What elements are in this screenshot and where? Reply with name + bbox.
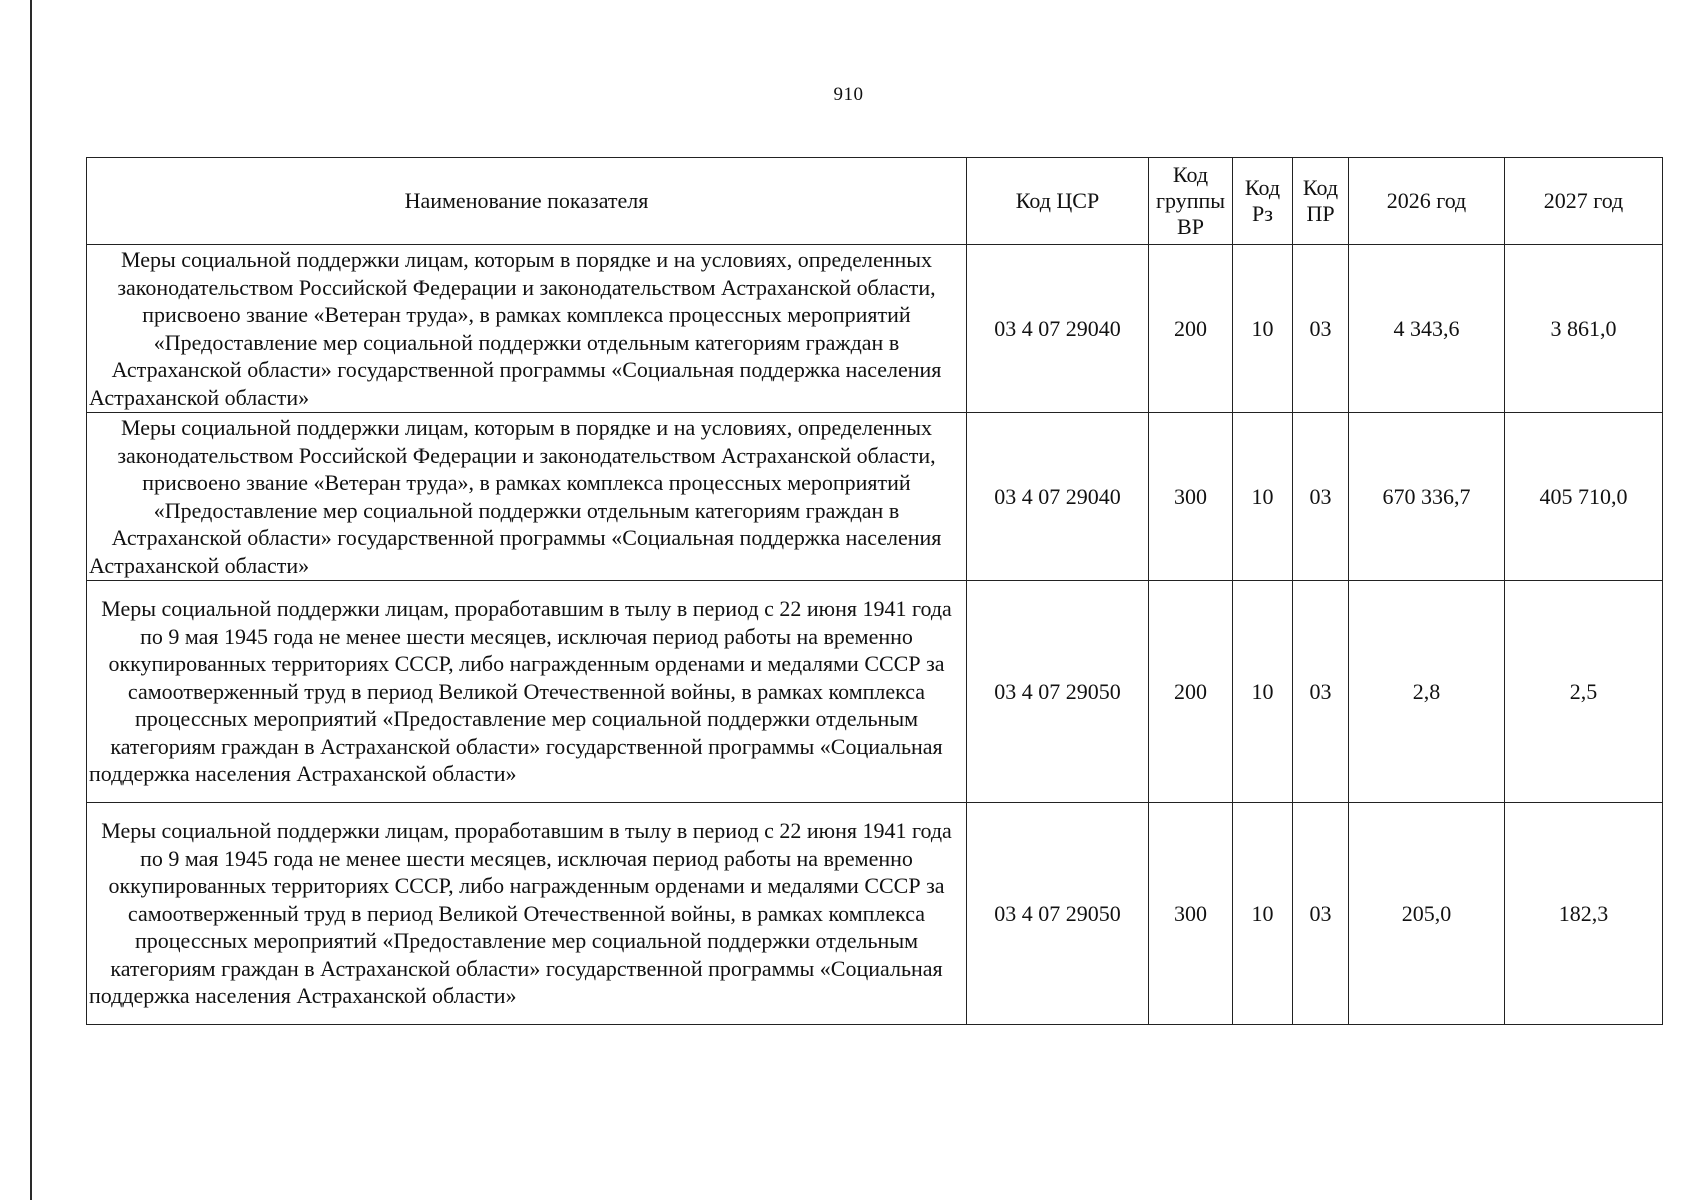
cell-rz: 10 [1233, 245, 1293, 413]
header-2026: 2026 год [1349, 158, 1505, 245]
cell-2026: 205,0 [1349, 803, 1505, 1025]
cell-csr: 03 4 07 29040 [967, 245, 1149, 413]
cell-name: Меры социальной поддержки лицам, проработавшим в тылу в период с 22 июня 1941 года по 9 мая 1945 года не менее шести месяцев, исключая период работы на временно оккупированных территориях СССР, либо награжденным орденами и медалями СССР за самоотверженный труд в период Великой Отечественной войны, в рамках комплекса процессных мероприятий «Предоставление мер социальной поддержки отдельным категориям граждан в Астраханской области» государственной программы «Социальная поддержка населения Астраханской области» [87, 803, 967, 1025]
table-row [87, 581, 1663, 803]
cell-2027: 2,5 [1505, 581, 1663, 803]
cell-vr: 300 [1149, 803, 1233, 1025]
table-row [87, 803, 1663, 1025]
cell-csr: 03 4 07 29050 [967, 581, 1149, 803]
budget-table [86, 157, 1663, 1025]
cell-rz: 10 [1233, 581, 1293, 803]
cell-pr: 03 [1293, 581, 1349, 803]
table-row [87, 245, 1663, 413]
cell-rz: 10 [1233, 803, 1293, 1025]
binding-margin-line [30, 0, 32, 1200]
table-header-row [87, 158, 1663, 245]
cell-csr: 03 4 07 29040 [967, 413, 1149, 581]
cell-csr: 03 4 07 29050 [967, 803, 1149, 1025]
cell-2026: 670 336,7 [1349, 413, 1505, 581]
header-csr: Код ЦСР [967, 158, 1149, 245]
cell-2026: 4 343,6 [1349, 245, 1505, 413]
header-vr: Код группы ВР [1149, 158, 1233, 245]
header-2027: 2027 год [1505, 158, 1663, 245]
cell-2027: 182,3 [1505, 803, 1663, 1025]
cell-2027: 3 861,0 [1505, 245, 1663, 413]
cell-vr: 300 [1149, 413, 1233, 581]
cell-vr: 200 [1149, 581, 1233, 803]
page-number: 910 [833, 84, 864, 105]
cell-vr: 200 [1149, 245, 1233, 413]
cell-name: Меры социальной поддержки лицам, проработавшим в тылу в период с 22 июня 1941 года по 9 мая 1945 года не менее шести месяцев, исключая период работы на временно оккупированных территориях СССР, либо награжденным орденами и медалями СССР за самоотверженный труд в период Великой Отечественной войны, в рамках комплекса процессных мероприятий «Предоставление мер социальной поддержки отдельным категориям граждан в Астраханской области» государственной программы «Социальная поддержка населения Астраханской области» [87, 581, 967, 803]
cell-pr: 03 [1293, 245, 1349, 413]
header-pr: Код ПР [1293, 158, 1349, 245]
cell-name: Меры социальной поддержки лицам, которым в порядке и на условиях, определенных законодательством Российской Федерации и законодательством Астраханской области, присвоено звание «Ветеран труда», в рамках комплекса процессных мероприятий «Предоставление мер социальной поддержки отдельным категориям граждан в Астраханской области» государственной программы «Социальная поддержка населения Астраханской области» [87, 245, 967, 413]
cell-name: Меры социальной поддержки лицам, которым в порядке и на условиях, определенных законодательством Российской Федерации и законодательством Астраханской области, присвоено звание «Ветеран труда», в рамках комплекса процессных мероприятий «Предоставление мер социальной поддержки отдельным категориям граждан в Астраханской области» государственной программы «Социальная поддержка населения Астраханской области» [87, 413, 967, 581]
header-name: Наименование показателя [87, 158, 967, 245]
cell-rz: 10 [1233, 413, 1293, 581]
header-rz: Код Рз [1233, 158, 1293, 245]
cell-2027: 405 710,0 [1505, 413, 1663, 581]
cell-pr: 03 [1293, 803, 1349, 1025]
table-row [87, 413, 1663, 581]
cell-2026: 2,8 [1349, 581, 1505, 803]
cell-pr: 03 [1293, 413, 1349, 581]
